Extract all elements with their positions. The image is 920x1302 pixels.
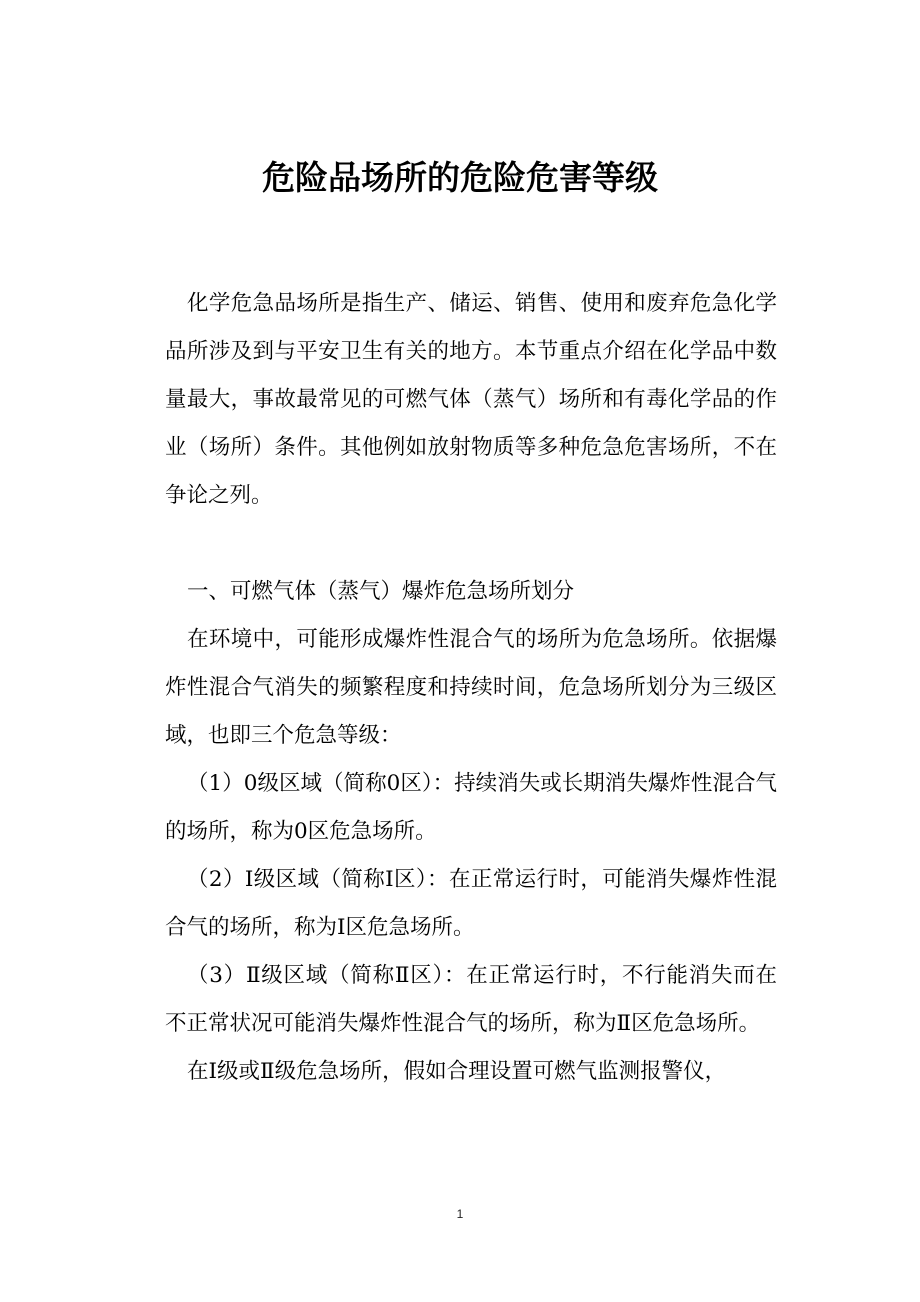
intro-paragraph: 化学危急品场所是指生产、储运、销售、使用和废弃危急化学品所涉及到与平安卫生有关的地方。本节重点介绍在化学品中数量最大，事故最常见的可燃气体（蒸气）场所和有毒化学品的作业（场所）条件。其他例如放射物质等多种危急危害场所，不在争论之列。 [165, 291, 777, 508]
document-body [165, 280, 777, 1096]
closing-paragraph: 在Ⅰ级或Ⅱ级危急场所，假如合理设置可燃气监测报警仪， [187, 1059, 727, 1084]
page-number: 1 [456, 1207, 464, 1221]
list-item-zone-1: （2）Ⅰ级区域（简称Ⅰ区）：在正常运行时，可能消失爆炸性混合气的场所，称为Ⅰ区危急场所。 [165, 867, 777, 940]
section-intro-paragraph: 在环境中，可能形成爆炸性混合气的场所为危急场所。依据爆炸性混合气消失的频繁程度和持续时间，危急场所划分为三级区域，也即三个危急等级： [165, 627, 777, 748]
list-item-zone-2: （3）Ⅱ级区域（简称Ⅱ区）：在正常运行时，不行能消失而在不正常状况可能消失爆炸性混合气的场所，称为Ⅱ区危急场所。 [165, 963, 777, 1036]
list-item-zone-0: （1）0级区域（简称0区）：持续消失或长期消失爆炸性混合气的场所，称为0区危急场所。 [165, 771, 777, 844]
document-title: 危险品场所的危险危害等级 [262, 158, 658, 198]
section-heading: 一、可燃气体（蒸气）爆炸危急场所划分 [187, 579, 575, 604]
